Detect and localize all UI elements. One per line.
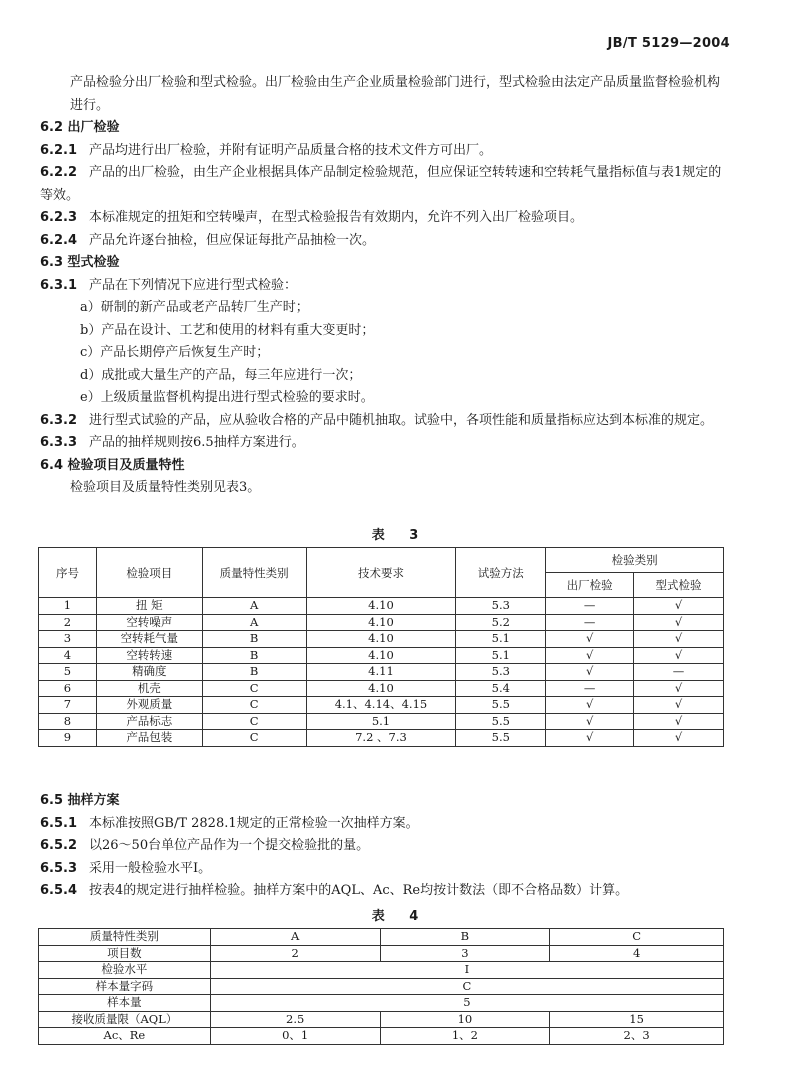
clause-text: 进行型式试验的产品，应从验收合格的产品中随机抽取。试验中，各项性能和质量指标应达到本标准的规定。: [89, 412, 714, 428]
table-cell: 4.11: [306, 664, 456, 681]
clause-text: 产品均进行出厂检验，并附有证明产品质量合格的技术文件方可出厂。: [89, 142, 493, 158]
clause-text: 产品允许逐台抽检，但应保证每批产品抽检一次。: [89, 232, 376, 248]
table-cell: B: [202, 631, 306, 648]
table-cell: √: [634, 697, 724, 714]
table-row: [39, 1028, 724, 1045]
table-row: [39, 697, 724, 714]
table-cell: √: [546, 631, 634, 648]
clause-text: 按表4的规定进行抽样检验。抽样方案中的AQL、Ac、Re均按计数法（即不合格品数）计算。: [89, 883, 629, 898]
table-cell: √: [546, 713, 634, 730]
table-cell: √: [634, 598, 724, 615]
clause-text: 本标准按照GB/T 2828.1规定的正常检验一次抽样方案。: [89, 815, 419, 831]
header-cell: 序号: [39, 548, 97, 598]
table-cell: 4.1、4.14、4.15: [306, 697, 456, 714]
table-3-body: [39, 598, 724, 747]
section-6-3-title: 6.3 型式检验: [40, 255, 120, 270]
table-3-title: 表 3: [371, 528, 429, 543]
table-cell: A: [202, 614, 306, 631]
table-cell: —: [546, 614, 634, 631]
clause-number: 6.3.2: [40, 412, 78, 428]
section-6-4-text: 检验项目及质量特性类别见表3。: [70, 480, 261, 495]
clause-number: 6.2.1: [40, 142, 78, 158]
clause-text: 本标准规定的扭矩和空转噪声，在型式检验报告有效期内，允许不列入出厂检验项目。: [89, 210, 584, 225]
table-cell: 5.3: [456, 664, 546, 681]
clause-number: 6.2.2: [40, 165, 78, 180]
clause-6-3-1: [40, 275, 730, 298]
table-row: [39, 713, 724, 730]
table-4-body: [39, 929, 724, 1045]
table-cell: 7.2 、7.3: [306, 730, 456, 747]
clause-number: 6.5.2: [40, 838, 78, 853]
table-row: [39, 631, 724, 648]
header-cell: 技术要求: [306, 548, 456, 598]
table-cell: —: [546, 598, 634, 615]
table-cell: √: [634, 647, 724, 664]
list-item-c: c）产品长期停产后恢复生产时；: [80, 345, 270, 360]
clause-number: 6.5.4: [40, 883, 78, 898]
table-cell: 空转噪声: [96, 614, 202, 631]
table-cell: 4: [39, 647, 97, 664]
table-cell: C: [202, 713, 306, 730]
intro-paragraph: 产品检验分出厂检验和型式检验。出厂检验由生产企业质量检验部门进行，型式检验由法定产品质量监督检验机构进行。: [70, 75, 721, 113]
table-cell: 5.5: [456, 713, 546, 730]
row-label: 质量特性类别: [39, 929, 211, 946]
table-row: [39, 730, 724, 747]
table-row: [39, 664, 724, 681]
table-cell: 4: [550, 945, 724, 962]
table-cell: A: [210, 929, 380, 946]
clause-6-3-3: [40, 432, 730, 455]
table-cell: 1、2: [380, 1028, 550, 1045]
table-row: [39, 1011, 724, 1028]
row-label: 样本量: [39, 995, 211, 1012]
table-row: [39, 929, 724, 946]
table-cell: 5.5: [456, 697, 546, 714]
section-6-2-title: 6.2 出厂检验: [40, 120, 120, 135]
table-cell: 2: [39, 614, 97, 631]
table-cell: 2: [210, 945, 380, 962]
section-6-5-title: 6.5 抽样方案: [40, 793, 120, 808]
list-item-e: e）上级质量监督机构提出进行型式检验的要求时。: [80, 390, 374, 405]
table-cell: 5: [39, 664, 97, 681]
table-cell: 空转耗气量: [96, 631, 202, 648]
table-cell: 5.3: [456, 598, 546, 615]
table-cell: 3: [39, 631, 97, 648]
row-label: 项目数: [39, 945, 211, 962]
clause-6-3-2: [40, 410, 730, 433]
table-cell: 5.2: [456, 614, 546, 631]
table-cell: 扭 矩: [96, 598, 202, 615]
clause-6-2-3: [40, 207, 730, 230]
table-cell: 产品包装: [96, 730, 202, 747]
clause-number: 6.3.1: [40, 277, 78, 293]
table-3: [38, 547, 724, 747]
table-cell: C: [202, 730, 306, 747]
section-6-4-title: 6.4 检验项目及质量特性: [40, 457, 185, 473]
clause-6-2-4: [40, 230, 730, 253]
table-cell: 5.1: [306, 713, 456, 730]
table-cell: 机壳: [96, 680, 202, 697]
clause-number: 6.3.3: [40, 435, 78, 450]
table-cell: √: [634, 730, 724, 747]
clause-number: 6.5.3: [40, 860, 78, 876]
list-item-b: b）产品在设计、工艺和使用的材料有重大变更时；: [80, 322, 375, 338]
table-cell: √: [546, 664, 634, 681]
table-cell: 10: [380, 1011, 550, 1028]
table-cell: 4.10: [306, 680, 456, 697]
table-cell: 5.1: [456, 631, 546, 648]
header-cell: 质量特性类别: [202, 548, 306, 598]
table-cell: B: [202, 664, 306, 681]
clause-text: 产品在下列情况下应进行型式检验：: [89, 277, 298, 293]
table-cell: 9: [39, 730, 97, 747]
table-cell: 8: [39, 713, 97, 730]
table-cell: 15: [550, 1011, 724, 1028]
section-6-5: [40, 790, 740, 903]
table-cell: 5: [210, 995, 723, 1012]
table-cell: 4.10: [306, 614, 456, 631]
header-cell: 型式检验: [634, 573, 724, 598]
row-label: 样本量字码: [39, 978, 211, 995]
clause-text: 采用一般检验水平Ⅰ。: [89, 860, 212, 876]
table-cell: 3: [380, 945, 550, 962]
table-header-row: [39, 548, 724, 573]
table-cell: 4.10: [306, 647, 456, 664]
table-cell: B: [202, 647, 306, 664]
table-row: [39, 995, 724, 1012]
table-row: [39, 598, 724, 615]
table-cell: Ⅰ: [210, 962, 723, 979]
clause-number: 6.2.4: [40, 232, 78, 248]
table-cell: √: [634, 713, 724, 730]
header-cell: 试验方法: [456, 548, 546, 598]
clause-text: 产品的抽样规则按6.5抽样方案进行。: [89, 435, 305, 450]
table-cell: 精确度: [96, 664, 202, 681]
table-cell: 2.5: [210, 1011, 380, 1028]
table-cell: 2、3: [550, 1028, 724, 1045]
list-item-a: a）研制的新产品或老产品转厂生产时；: [80, 300, 309, 315]
table-row: [39, 978, 724, 995]
row-label: 检验水平: [39, 962, 211, 979]
table-cell: C: [202, 697, 306, 714]
table-4-title: 表 4: [371, 909, 429, 924]
table-cell: √: [546, 647, 634, 664]
table-row: [39, 647, 724, 664]
table-cell: 5.4: [456, 680, 546, 697]
clause-6-2-2: [40, 162, 730, 207]
row-label: 接收质量限（AQL）: [39, 1011, 211, 1028]
table-row: [39, 614, 724, 631]
clause-6-5-4: [40, 880, 740, 903]
table-cell: 1: [39, 598, 97, 615]
table-cell: —: [546, 680, 634, 697]
list-item-d: d）成批或大量生产的产品，每三年应进行一次；: [80, 367, 362, 383]
table-cell: 4.10: [306, 631, 456, 648]
table-cell: √: [546, 730, 634, 747]
table-cell: C: [550, 929, 724, 946]
clause-number: 6.2.3: [40, 210, 78, 225]
clause-text: 以26～50台单位产品作为一个提交检验批的量。: [89, 838, 370, 853]
table-cell: —: [634, 664, 724, 681]
table-row: [39, 945, 724, 962]
table-cell: √: [634, 614, 724, 631]
table-cell: 4.10: [306, 598, 456, 615]
table-cell: √: [546, 697, 634, 714]
table-cell: 0、1: [210, 1028, 380, 1045]
standard-number: JB/T 5129—2004: [607, 36, 730, 51]
table-4: [38, 928, 724, 1045]
table-cell: 6: [39, 680, 97, 697]
table-cell: √: [634, 680, 724, 697]
table-cell: B: [380, 929, 550, 946]
table-cell: C: [202, 680, 306, 697]
clause-6-5-2: [40, 835, 740, 858]
table-row: [39, 680, 724, 697]
table-row: [39, 962, 724, 979]
table-cell: 产品标志: [96, 713, 202, 730]
table-cell: 外观质量: [96, 697, 202, 714]
clause-text: 产品的出厂检验，由生产企业根据具体产品制定检验规范，但应保证空转转速和空转耗气量指标值与表1规定的等效。: [40, 165, 722, 203]
clause-number: 6.5.1: [40, 815, 78, 831]
header-cell: 出厂检验: [546, 573, 634, 598]
table-cell: √: [634, 631, 724, 648]
header-cell: 检验项目: [96, 548, 202, 598]
table-cell: C: [210, 978, 723, 995]
row-label: Ac、Re: [39, 1028, 211, 1045]
table-cell: A: [202, 598, 306, 615]
table-cell: 5.5: [456, 730, 546, 747]
body-text: [40, 72, 730, 500]
header-cell: 检验类别: [546, 548, 724, 573]
clause-6-5-1: [40, 813, 740, 836]
clause-6-5-3: [40, 858, 740, 881]
table-cell: 7: [39, 697, 97, 714]
table-cell: 5.1: [456, 647, 546, 664]
clause-6-2-1: [40, 140, 730, 163]
table-cell: 空转转速: [96, 647, 202, 664]
